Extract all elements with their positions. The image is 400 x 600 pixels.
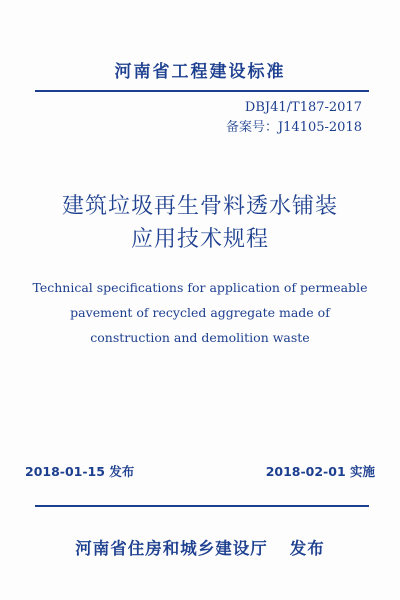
- chinese-title-line-1: 建筑垃圾再生骨料透水铺装: [61, 194, 338, 219]
- dates-row: [25, 462, 375, 480]
- english-title-line-3: construction and demolition waste: [90, 330, 310, 345]
- publish-action: 发布: [289, 539, 325, 558]
- publisher-line: [0, 535, 400, 559]
- filing-number: 备案号：J14105-2018: [225, 120, 362, 135]
- chinese-title-line-2: 应用技术规程: [130, 227, 269, 252]
- english-title: [0, 275, 400, 350]
- publisher-name: 河南省住房和城乡建设厅: [75, 539, 268, 558]
- chinese-title: [0, 190, 400, 256]
- english-title-line-1: Technical specifications for application of permeable: [32, 280, 368, 295]
- top-divider: [35, 90, 369, 92]
- effective-date: 2018-02-01 实施: [265, 464, 375, 479]
- issue-date: 2018-01-15 发布: [25, 464, 135, 479]
- standard-type-heading: 河南省工程建设标准: [114, 62, 286, 82]
- standard-codes: [226, 98, 362, 138]
- bottom-divider: [35, 505, 369, 507]
- standard-number: DBJ41/T187-2017: [244, 100, 362, 115]
- english-title-line-2: pavement of recycled aggregate made of: [70, 305, 330, 320]
